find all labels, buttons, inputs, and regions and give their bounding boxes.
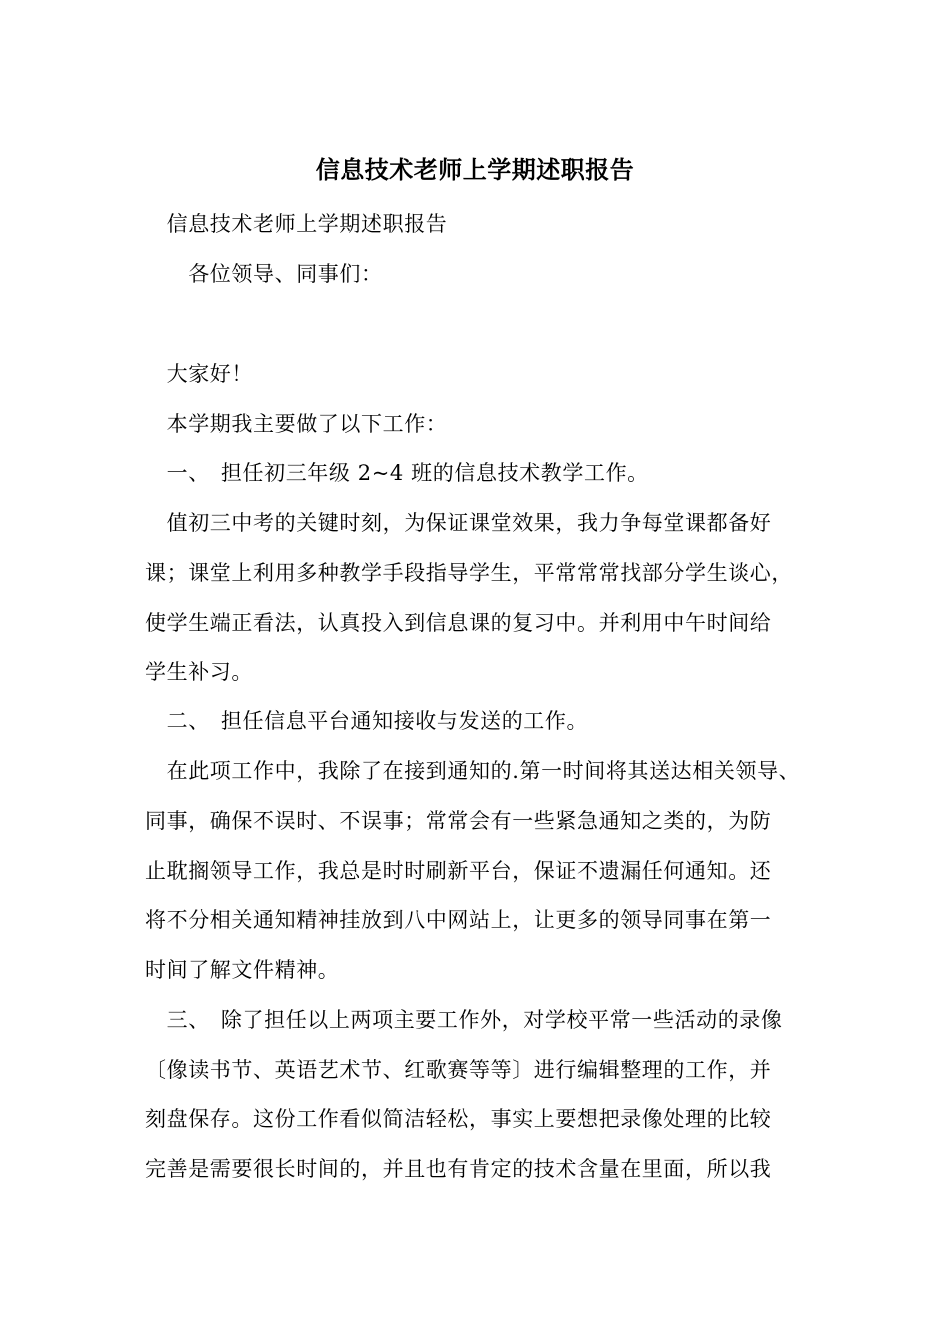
paragraph-line: 完善是需要很长时间的，并且也有肯定的技术含量在里面，所以我 [145, 1157, 772, 1181]
paragraph-line: 本学期我主要做了以下工作： [145, 412, 448, 436]
paragraph-line: 一、 担任初三年级 2~4 班的信息技术教学工作。 [145, 461, 649, 485]
paragraph-line: 时间了解文件精神。 [145, 958, 340, 982]
paragraph-line: 三、 除了担任以上两项主要工作外，对学校平常一些活动的录像 [145, 1008, 783, 1032]
paragraph-line: 在此项工作中，我除了在接到通知的.第一时间将其送达相关领导、 [145, 759, 801, 783]
paragraph-line: 使学生端正看法，认真投入到信息课的复习中。并利用中午时间给 [145, 611, 772, 635]
document-title: 信息技术老师上学期述职报告 [315, 155, 635, 184]
paragraph-line: 〔像读书节、英语艺术节、红歌赛等等〕进行编辑整理的工作，并 [145, 1058, 772, 1082]
paragraph-line: 刻盘保存。这份工作看似简洁轻松，事实上要想把录像处理的比较 [145, 1107, 772, 1131]
paragraph-line: 同事，确保不误时、不误事；常常会有一些紧急通知之类的，为防 [145, 809, 772, 833]
paragraph-line: 学生补习。 [145, 660, 253, 684]
paragraph-line: 二、 担任信息平台通知接收与发送的工作。 [145, 709, 589, 733]
paragraph-line: 将不分相关通知精神挂放到八中网站上，让更多的领导同事在第一 [145, 908, 772, 932]
paragraph-line: 各位领导、同事们： [145, 262, 383, 286]
paragraph-line: 值初三中考的关键时刻，为保证课堂效果，我力争每堂课都备好 [145, 511, 772, 535]
paragraph-line: 信息技术老师上学期述职报告 [145, 212, 448, 236]
paragraph-line: 大家好！ [145, 362, 253, 386]
paragraph-line: 课；课堂上利用多种教学手段指导学生，平常常常找部分学生谈心， [145, 561, 793, 585]
paragraph-line: 止耽搁领导工作，我总是时时刷新平台，保证不遗漏任何通知。还 [145, 859, 772, 883]
